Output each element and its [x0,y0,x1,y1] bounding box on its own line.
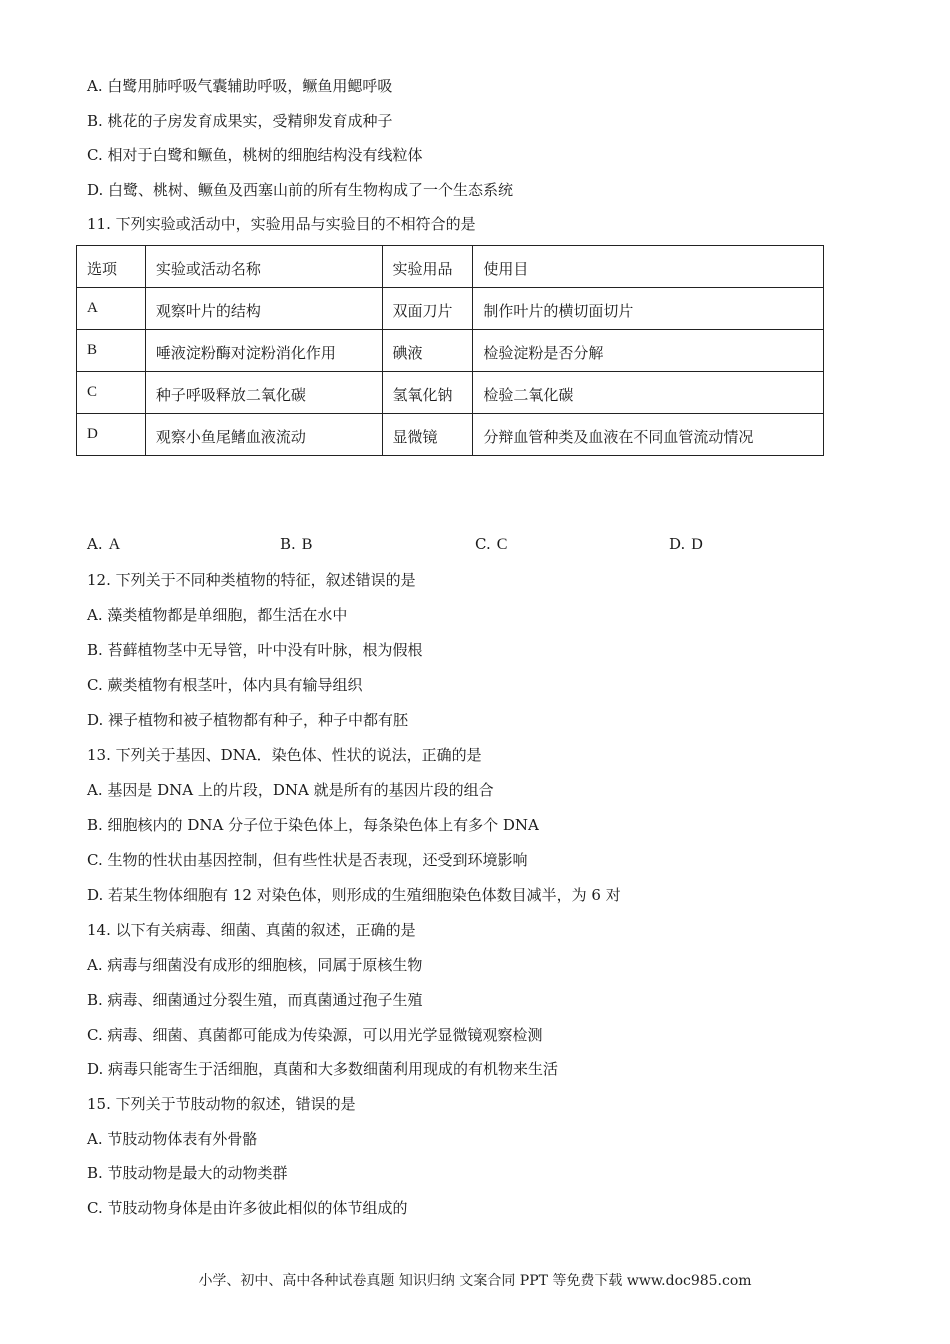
q14-option-b: B. 病毒、细菌通过分裂生殖，而真菌通过孢子生殖 [87,991,423,1009]
q15-stem: 15. 下列关于节肢动物的叙述，错误的是 [87,1095,356,1113]
table-header-row [77,246,824,288]
q10-option-c: C. 相对于白鹭和鳜鱼，桃树的细胞结构没有线粒体 [87,146,423,164]
table-row [77,414,824,456]
table-cell: 氢氧化钠 [382,372,473,414]
q15-option-c: C. 节肢动物身体是由许多彼此相似的体节组成的 [87,1199,408,1217]
q11-answer-b [280,535,312,554]
q11-stem: 11. 下列实验或活动中，实验用品与实验目的不相符合的是 [87,215,476,233]
table-cell: 双面刀片 [382,288,473,330]
q11-answer-d [669,535,703,554]
q10-option-d: D. 白鹭、桃树、鳜鱼及西塞山前的所有生物构成了一个生态系统 [87,181,514,199]
table-cell: 观察叶片的结构 [145,288,382,330]
q14-option-c: C. 病毒、细菌、真菌都可能成为传染源，可以用光学显微镜观察检测 [87,1026,543,1044]
q12-stem: 12. 下列关于不同种类植物的特征，叙述错误的是 [87,571,416,589]
answer-value: D [691,536,703,553]
table-cell: 碘液 [382,330,473,372]
table-row [77,288,824,330]
answer-label: B. [280,535,296,553]
q15-option-b: B. 节肢动物是最大的动物类群 [87,1164,288,1182]
q10-option-a: A. 白鹭用肺呼吸气囊辅助呼吸，鳜鱼用鳃呼吸 [87,77,393,95]
experiment-table [76,245,824,456]
answer-value: B [301,536,313,553]
table-cell: C [77,372,146,414]
table-header-cell: 选项 [77,246,146,288]
table-cell: 种子呼吸释放二氧化碳 [145,372,382,414]
answer-label: C. [475,535,491,553]
table-cell: D [77,414,146,456]
q13-stem: 13. 下列关于基因、DNA．染色体、性状的说法，正确的是 [87,746,482,764]
answer-value: C [496,536,508,553]
q13-option-a: A. 基因是 DNA 上的片段，DNA 就是所有的基因片段的组合 [87,781,494,799]
q11-answer-c [475,535,507,554]
q12-option-d: D. 裸子植物和被子植物都有种子，种子中都有胚 [87,711,409,729]
answer-label: D. [669,535,686,553]
answer-label: A. [87,535,103,553]
table-cell: 检验淀粉是否分解 [473,330,824,372]
q14-stem: 14. 以下有关病毒、细菌、真菌的叙述，正确的是 [87,921,416,939]
q13-option-d: D. 若某生物体细胞有 12 对染色体，则形成的生殖细胞染色体数目减半，为 6 对 [87,886,621,904]
q14-option-a: A. 病毒与细菌没有成形的细胞核，同属于原核生物 [87,956,423,974]
q13-option-b: B. 细胞核内的 DNA 分子位于染色体上，每条染色体上有多个 DNA [87,816,539,834]
table-cell: 检验二氧化碳 [473,372,824,414]
q14-option-d: D. 病毒只能寄生于活细胞，真菌和大多数细菌利用现成的有机物来生活 [87,1060,559,1078]
table-cell: 分辩血管种类及血液在不同血管流动情况 [473,414,824,456]
q12-option-c: C. 蕨类植物有根茎叶，体内具有输导组织 [87,676,363,694]
table-cell: 唾液淀粉酶对淀粉消化作用 [145,330,382,372]
answer-value: A [108,536,121,553]
table-header-cell: 使用目 [473,246,824,288]
q11-answer-a [87,535,120,554]
table-cell: B [77,330,146,372]
table-cell: A [77,288,146,330]
table-cell: 制作叶片的横切面切片 [473,288,824,330]
q10-option-b: B. 桃花的子房发育成果实，受精卵发育成种子 [87,112,393,130]
table-header-cell: 实验或活动名称 [145,246,382,288]
table-cell: 显微镜 [382,414,473,456]
table-cell: 观察小鱼尾鳍血液流动 [145,414,382,456]
table-row [77,372,824,414]
q12-option-b: B. 苔藓植物茎中无导管，叶中没有叶脉，根为假根 [87,641,423,659]
q15-option-a: A. 节肢动物体表有外骨骼 [87,1130,258,1148]
page-footer: 小学、初中、高中各种试卷真题 知识归纳 文案合同 PPT 等免费下载 www.doc985.com [198,1273,752,1289]
table-row [77,330,824,372]
q13-option-c: C. 生物的性状由基因控制，但有些性状是否表现，还受到环境影响 [87,851,528,869]
table-header-cell: 实验用品 [382,246,473,288]
q12-option-a: A. 藻类植物都是单细胞，都生活在水中 [87,606,348,624]
